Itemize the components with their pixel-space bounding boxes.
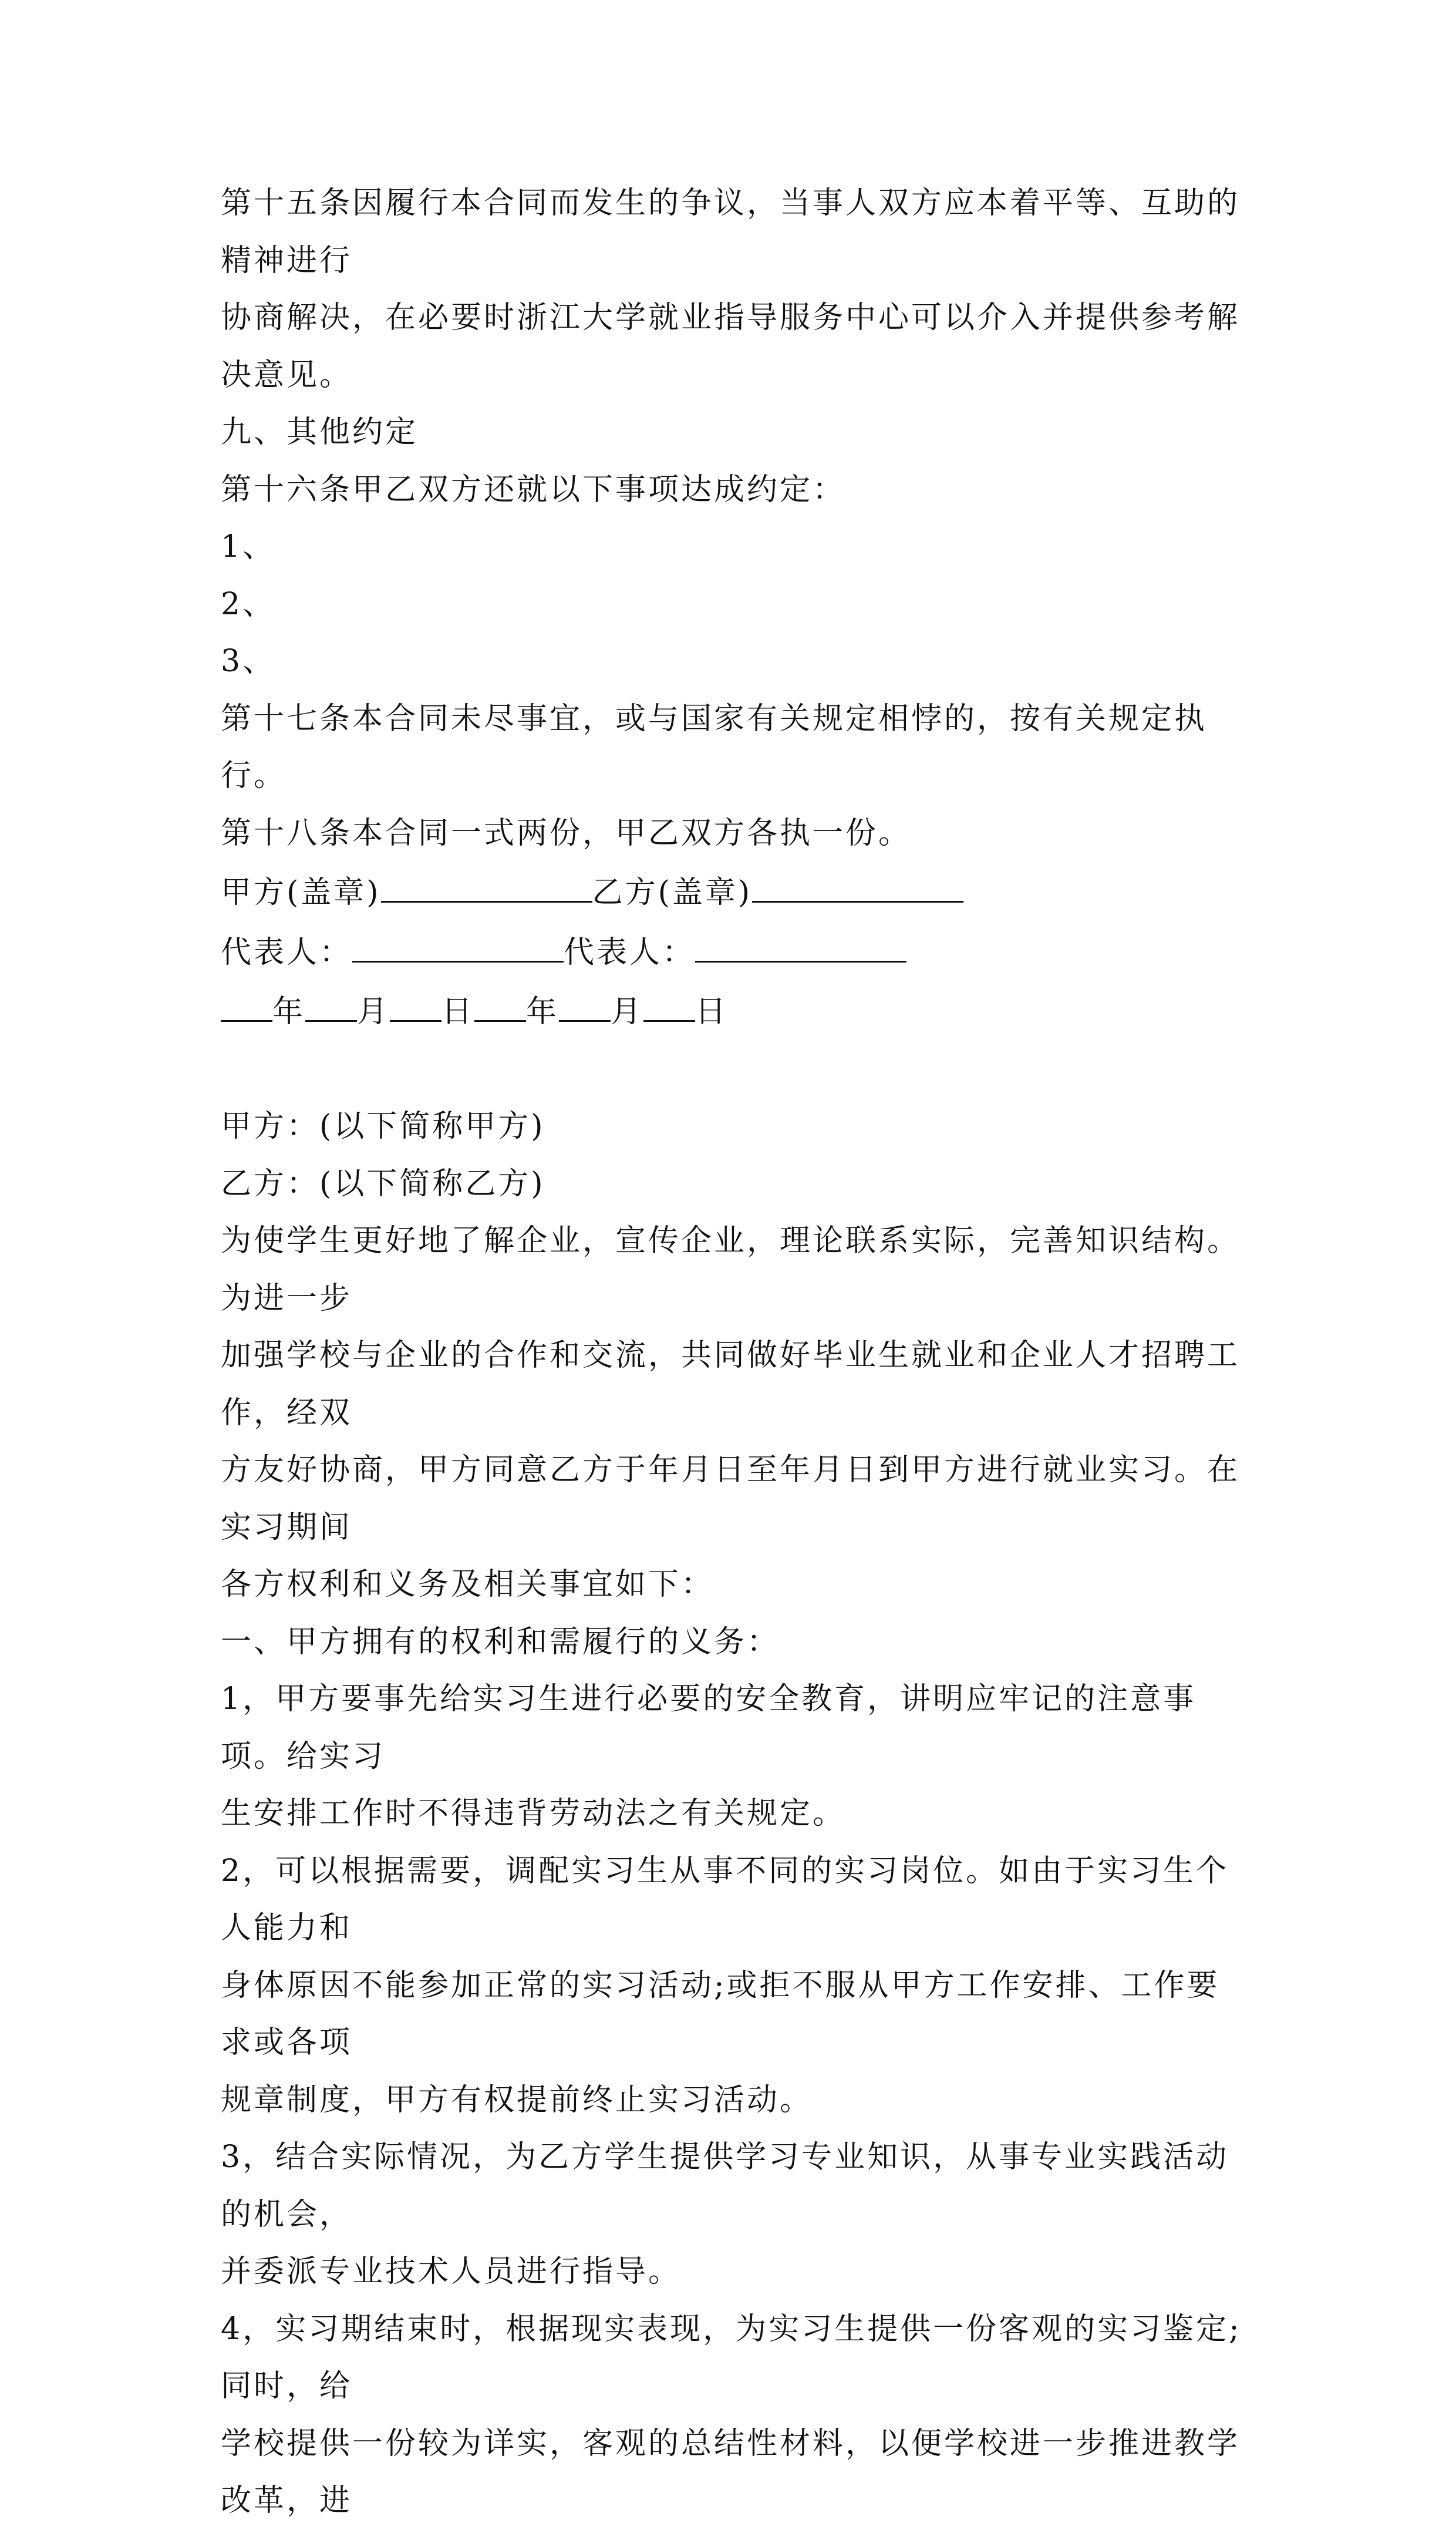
paragraph-line: 规章制度，甲方有权提前终止实习活动。 <box>221 2082 813 2118</box>
party-b-seal-label: 乙方(盖章) <box>592 875 753 910</box>
paragraph-line: 4，实习期结束时，根据现实表现，为实习生提供一份客观的实习鉴定;同时，给 <box>221 2311 1242 2404</box>
signature-block <box>221 862 1242 1041</box>
internship-agreement <box>221 1098 1242 2530</box>
paragraph-line: 加强学校与企业的合作和交流，共同做好毕业生就业和企业人才招聘工作，经双 <box>221 1338 1241 1431</box>
paragraph-line: 方友好协商，甲方同意乙方于年月日至年月日到甲方进行就业实习。在实习期间 <box>221 1452 1241 1545</box>
representative-line <box>221 922 1242 982</box>
month-blank <box>559 981 611 1022</box>
paragraph-line: 第十五条因履行本合同而发生的争议，当事人双方应本着平等、互助的精神进行 <box>221 186 1241 278</box>
section-heading: 九、其他约定 <box>221 415 419 450</box>
paragraph-line: 2，可以根据需要，调配实习生从事不同的实习岗位。如由于实习生个人能力和 <box>221 1853 1229 1946</box>
document-page <box>221 175 1242 2530</box>
party-a-line: 甲方：(以下简称甲方) <box>221 1109 545 1144</box>
rep-a-blank <box>352 922 564 963</box>
paragraph-line: 第十六条甲乙双方还就以下事项达成约定： <box>221 472 846 507</box>
party-a-seal-label: 甲方(盖章) <box>221 875 381 910</box>
contract-clauses-top <box>221 175 1242 862</box>
month-label: 月 <box>357 994 390 1030</box>
list-item: 3、 <box>221 644 276 679</box>
paragraph-line: 3，结合实际情况，为乙方学生提供学习专业知识，从事专业实践活动的机会， <box>221 2139 1229 2232</box>
paragraph-line: 身体原因不能参加正常的实习活动;或拒不服从甲方工作安排、工作要求或各项 <box>221 1967 1220 2060</box>
paragraph-line: 生安排工作时不得违背劳动法之有关规定。 <box>221 1796 846 1831</box>
paragraph-line: 第十八条本合同一式两份，甲乙双方各执一份。 <box>221 815 912 851</box>
party-b-line: 乙方：(以下简称乙方) <box>221 1166 545 1202</box>
year-blank <box>221 981 272 1022</box>
paragraph-line: 第十七条本合同未尽事宜，或与国家有关规定相悖的，按有关规定执行。 <box>221 701 1208 793</box>
year-label: 年 <box>272 994 306 1030</box>
spacer <box>221 1041 1242 1099</box>
day-label: 日 <box>695 994 729 1030</box>
day-label: 日 <box>441 994 475 1030</box>
rep-b-label: 代表人： <box>564 934 696 970</box>
party-a-seal-blank <box>381 862 592 903</box>
list-item: 1、 <box>221 529 276 564</box>
section-heading: 一、甲方拥有的权利和需履行的义务： <box>221 1624 780 1660</box>
year-blank <box>474 981 526 1022</box>
day-blank <box>390 981 441 1022</box>
paragraph-line: 1，甲方要事先给实习生进行必要的安全教育，讲明应牢记的注意事项。给实习 <box>221 1681 1197 1774</box>
party-b-seal-blank <box>752 862 963 903</box>
seal-line <box>221 862 1242 922</box>
year-label: 年 <box>526 994 560 1030</box>
month-blank <box>305 981 357 1022</box>
rep-a-label: 代表人： <box>221 934 353 970</box>
paragraph-line: 各方权利和义务及相关事宜如下： <box>221 1567 714 1602</box>
paragraph-line: 学校提供一份较为详实，客观的总结性材料，以便学校进一步推进教学改革，进 <box>221 2425 1241 2518</box>
paragraph-line: 为使学生更好地了解企业，宣传企业，理论联系实际，完善知识结构。为进一步 <box>221 1223 1241 1316</box>
list-item: 2、 <box>221 586 276 622</box>
rep-b-blank <box>695 922 906 963</box>
paragraph-line: 协商解决，在必要时浙江大学就业指导服务中心可以介入并提供参考解决意见。 <box>221 300 1241 393</box>
day-blank <box>643 981 695 1022</box>
month-label: 月 <box>611 994 644 1030</box>
paragraph-line: 并委派专业技术人员进行指导。 <box>221 2254 682 2289</box>
date-line <box>221 981 1242 1041</box>
